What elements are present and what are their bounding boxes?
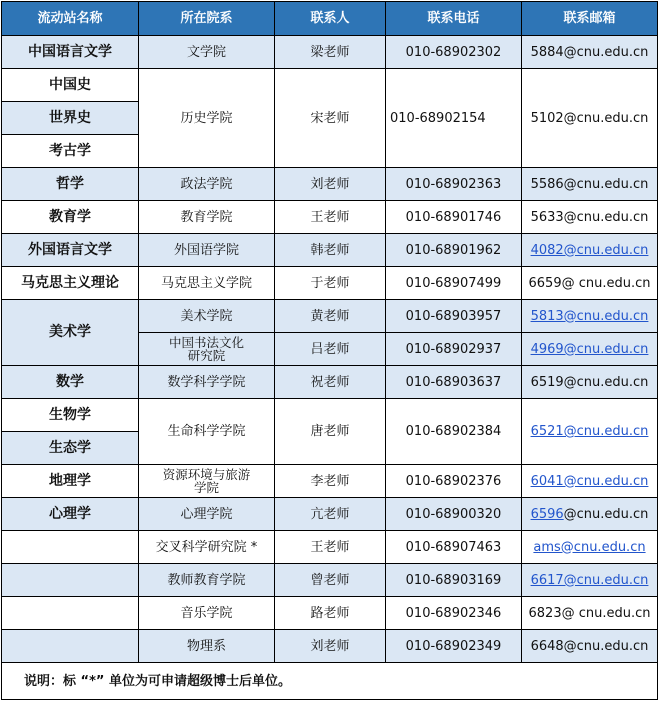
- college: 美术学院: [139, 300, 275, 333]
- station-name: 世界史: [2, 102, 139, 135]
- email: [522, 498, 658, 531]
- station-name: 生态学: [2, 432, 139, 465]
- station-name: 中国史: [2, 69, 139, 102]
- college: 外国语学院: [139, 234, 275, 267]
- contact-person: 黄老师: [275, 300, 386, 333]
- station-name: [2, 531, 139, 564]
- college: 文学院: [139, 36, 275, 69]
- header-contact: 联系人: [275, 2, 386, 36]
- station-name: 数学: [2, 366, 139, 399]
- college: 教育学院: [139, 201, 275, 234]
- station-name: 马克思主义理论: [2, 267, 139, 300]
- table-row: [2, 201, 658, 234]
- email: 5586@cnu.edu.cn: [522, 168, 658, 201]
- college-line: 资源环境与旅游: [162, 467, 251, 482]
- college: [139, 465, 275, 498]
- station-name: [2, 564, 139, 597]
- email: 6659@ cnu.edu.cn: [522, 267, 658, 300]
- contact-person: 亢老师: [275, 498, 386, 531]
- contact-person: 于老师: [275, 267, 386, 300]
- college: 教师教育学院: [139, 564, 275, 597]
- college: 历史学院: [139, 69, 275, 168]
- contact-person: 李老师: [275, 465, 386, 498]
- contact-person: 韩老师: [275, 234, 386, 267]
- college: 数学科学学院: [139, 366, 275, 399]
- contact-person: 刘老师: [275, 168, 386, 201]
- station-name: 考古学: [2, 135, 139, 168]
- college: 交叉科学研究院 *: [139, 531, 275, 564]
- station-name: 中国语言文学: [2, 36, 139, 69]
- contact-person: 刘老师: [275, 630, 386, 663]
- contact-person: 王老师: [275, 531, 386, 564]
- college: [139, 333, 275, 366]
- phone: 010-68902349: [386, 630, 522, 663]
- college: 生命科学学院: [139, 399, 275, 465]
- phone: 010-68903957: [386, 300, 522, 333]
- phone: 010-68902937: [386, 333, 522, 366]
- phone: 010-68903637: [386, 366, 522, 399]
- header-phone: 联系电话: [386, 2, 522, 36]
- phone: 010-68902302: [386, 36, 522, 69]
- email-domain: @cnu.edu.cn: [563, 506, 649, 522]
- phone: 010-68902384: [386, 399, 522, 465]
- phone: 010-68900320: [386, 498, 522, 531]
- contact-person: 吕老师: [275, 333, 386, 366]
- contact-person: 唐老师: [275, 399, 386, 465]
- phone: 010-68902154: [386, 69, 522, 168]
- email: 5102@cnu.edu.cn: [522, 69, 658, 168]
- email-link[interactable]: 4082@cnu.edu.cn: [522, 234, 658, 267]
- table-header-row: [2, 2, 658, 36]
- email-link[interactable]: 5813@cnu.edu.cn: [522, 300, 658, 333]
- contact-person: 曾老师: [275, 564, 386, 597]
- table-row: [2, 234, 658, 267]
- email-link[interactable]: 6617@cnu.edu.cn: [522, 564, 658, 597]
- college: 政法学院: [139, 168, 275, 201]
- header-station: 流动站名称: [2, 2, 139, 36]
- station-name: 外国语言文学: [2, 234, 139, 267]
- email-link[interactable]: 6041@cnu.edu.cn: [522, 465, 658, 498]
- contact-person: 宋老师: [275, 69, 386, 168]
- college: 音乐学院: [139, 597, 275, 630]
- phone: 010-68901746: [386, 201, 522, 234]
- table-row: [2, 597, 658, 630]
- phone: 010-68903169: [386, 564, 522, 597]
- table-row: [2, 267, 658, 300]
- email-link[interactable]: 4969@cnu.edu.cn: [522, 333, 658, 366]
- email: 6648@cnu.edu.cn: [522, 630, 658, 663]
- college-line: 中国书法文化: [168, 335, 244, 350]
- contact-person: 路老师: [275, 597, 386, 630]
- phone: 010-68902346: [386, 597, 522, 630]
- college-line: 研究院: [187, 348, 226, 363]
- email-link[interactable]: 6596: [530, 506, 564, 522]
- phone: 010-68902376: [386, 465, 522, 498]
- station-name: 哲学: [2, 168, 139, 201]
- header-email: 联系邮箱: [522, 2, 658, 36]
- phone: 010-68907499: [386, 267, 522, 300]
- phone: 010-68901962: [386, 234, 522, 267]
- footnote: 说明：标 “*” 单位为可申请超级博士后单位。: [2, 663, 658, 700]
- phone: 010-68902363: [386, 168, 522, 201]
- table-row: [2, 498, 658, 531]
- email-link[interactable]: 6521@cnu.edu.cn: [522, 399, 658, 465]
- station-name: 地理学: [2, 465, 139, 498]
- contact-table: [1, 1, 658, 700]
- college: 马克思主义学院: [139, 267, 275, 300]
- table-row: [2, 564, 658, 597]
- college: 心理学院: [139, 498, 275, 531]
- college-line: 学院: [193, 480, 219, 495]
- email: 5884@cnu.edu.cn: [522, 36, 658, 69]
- station-name: 美术学: [2, 300, 139, 366]
- email: 5633@cnu.edu.cn: [522, 201, 658, 234]
- table-row: [2, 168, 658, 201]
- contact-person: 王老师: [275, 201, 386, 234]
- contact-person: 梁老师: [275, 36, 386, 69]
- station-name: 心理学: [2, 498, 139, 531]
- station-name: [2, 630, 139, 663]
- station-name: 生物学: [2, 399, 139, 432]
- station-name: 教育学: [2, 201, 139, 234]
- table-row: [2, 69, 658, 102]
- phone: 010-68907463: [386, 531, 522, 564]
- table-row: [2, 399, 658, 432]
- email-link[interactable]: ams@cnu.edu.cn: [522, 531, 658, 564]
- header-college: 所在院系: [139, 2, 275, 36]
- email: 6823@ cnu.edu.cn: [522, 597, 658, 630]
- contact-person: 祝老师: [275, 366, 386, 399]
- table-row: [2, 36, 658, 69]
- table-row: [2, 366, 658, 399]
- email: 6519@cnu.edu.cn: [522, 366, 658, 399]
- table-row: [2, 300, 658, 333]
- college: 物理系: [139, 630, 275, 663]
- table-row: [2, 465, 658, 498]
- table-row: [2, 630, 658, 663]
- table-row: [2, 531, 658, 564]
- station-name: [2, 597, 139, 630]
- footnote-row: [2, 663, 658, 700]
